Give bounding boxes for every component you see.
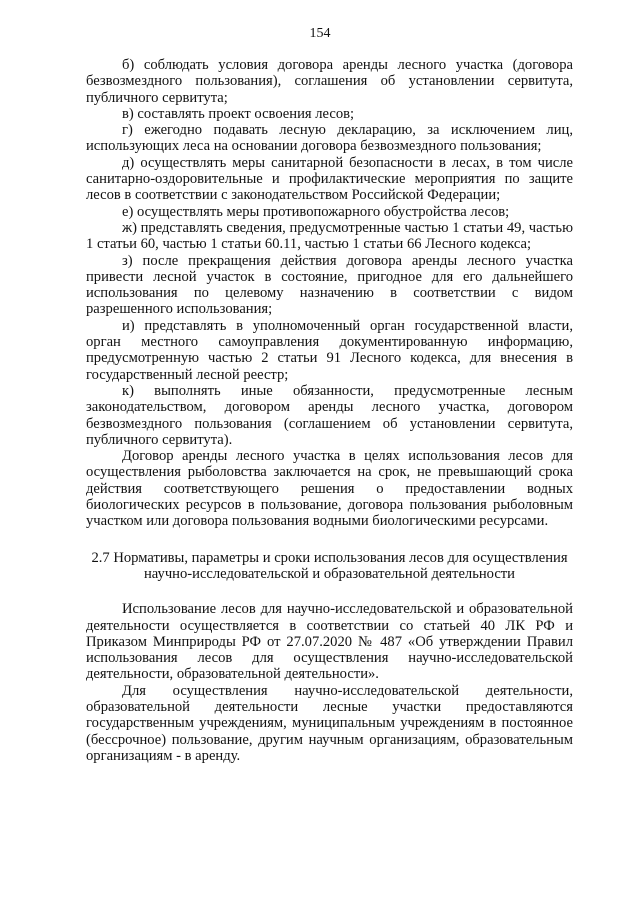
obligation-item-zh: ж) представлять сведения, предусмотренные частью 1 статьи 49, частью 1 статьи 60, частью 1 статьи 60.11, частью 1 статьи 66 Лесного кодекса; xyxy=(86,219,573,253)
section-paragraph-2: Для осуществления научно-исследовательской деятельности, образовательной деятельности лесные участки предоставляются государственным учреждениям, муниципальным учреждениям в постоянное (бессрочное) пользование, другим научным организациям, образовательным организациям - в аренду. xyxy=(86,682,573,764)
page-number: 154 xyxy=(309,26,331,41)
obligation-item-v: в) составлять проект освоения лесов; xyxy=(122,105,355,122)
obligation-item-k: к) выполнять иные обязанности, предусмотренные лесным законодательством, договором аренды лесного участка, договором безвозмездного пользования (соглашением об установлении сервитута, публичного сервитута). xyxy=(86,382,573,448)
document-body xyxy=(86,57,573,764)
obligation-item-i: и) представлять в уполномоченный орган государственной власти, орган местного самоуправления документированную информацию, предусмотренную частью 2 статьи 91 Лесного кодекса, для внесения в государственный лесной реестр; xyxy=(86,317,573,383)
section-heading: 2.7 Нормативы, параметры и сроки использования лесов для осуществления научно-исследовательской и образовательной деятельности xyxy=(91,549,568,583)
obligation-item-b: б) соблюдать условия договора аренды лесного участка (договора безвозмездного пользования), соглашения об установлении сервитута, публичного сервитута; xyxy=(86,57,573,106)
fishing-lease-paragraph: Договор аренды лесного участка в целях использования лесов для осуществления рыболовства заключается на срок, не превышающий срока действия соответствующего решения о предоставлении водных биологических ресурсов в пользование, договора пользования рыболовным участком или договора пользования водными биологическими ресурсами. xyxy=(86,448,573,530)
obligation-item-e: е) осуществлять меры противопожарного обустройства лесов; xyxy=(122,203,510,220)
obligation-item-z: з) после прекращения действия договора аренды лесного участка привести лесной участок в состояние, пригодное для его дальнейшего использования по целевому назначению в соответствии с видом разрешенного использования; xyxy=(86,252,573,318)
section-paragraph-1: Использование лесов для научно-исследовательской и образовательной деятельности осуществляется в соответствии со статьей 40 ЛК РФ и Приказом Минприроды РФ от 27.07.2020 № 487 «Об утверждении Правил использования лесов для осуществления научно-исследовательской деятельности, образовательной деятельности». xyxy=(86,601,573,683)
obligation-item-d: д) осуществлять меры санитарной безопасности в лесах, в том числе санитарно-оздоровительные и профилактические мероприятия по защите лесов в соответствии с законодательством Российской Федерации; xyxy=(86,154,573,204)
obligation-item-g: г) ежегодно подавать лесную декларацию, за исключением лиц, использующих леса на основании договора безвозмездного пользования; xyxy=(86,122,573,155)
